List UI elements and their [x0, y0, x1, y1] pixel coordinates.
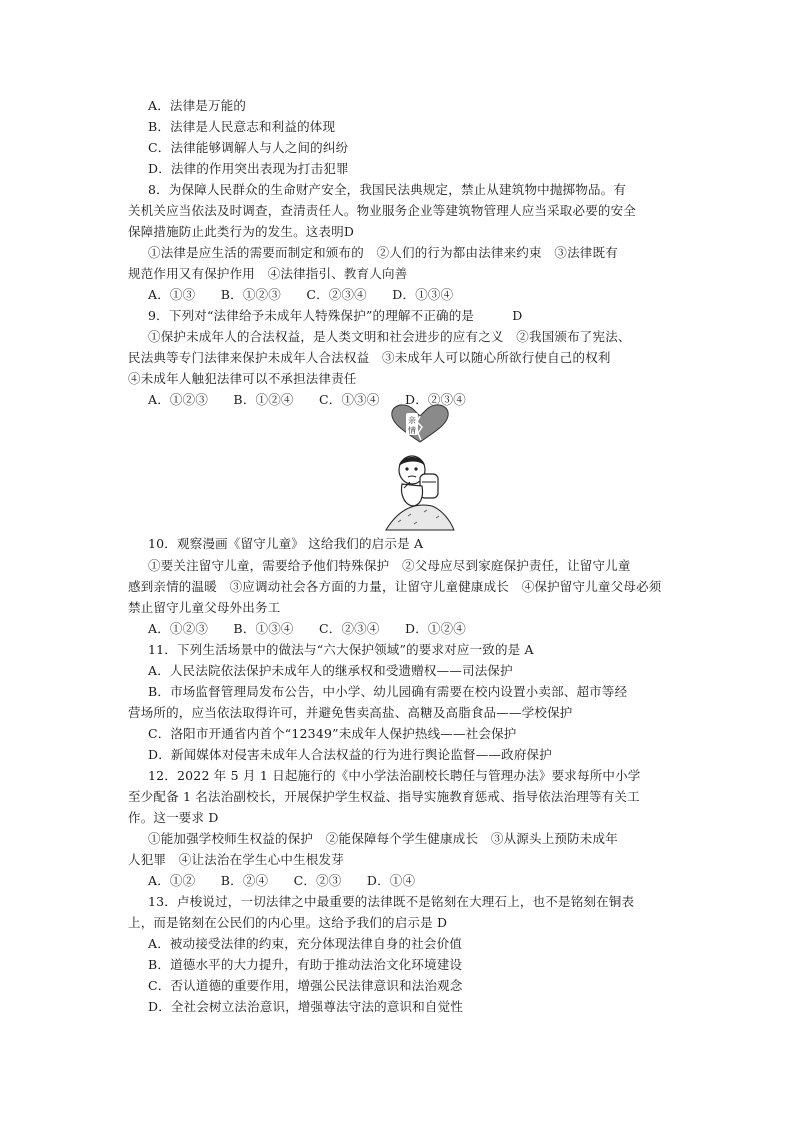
q10-statements-line-2: 感到亲情的温暖 ③应调动社会各方面的力量，让留守儿童健康成长 ④保护留守儿童父母必须	[128, 579, 662, 594]
q13-stem-line-2: 上，而是铭刻在公民们的内心里。这给予我们的启示是 D	[128, 915, 448, 930]
q9-statements-line-3: ④未成年人触犯法律可以不承担法律责任	[128, 371, 357, 386]
q11-option-b-line-1: B．市场监督管理局发布公告，中小学、幼儿园确有需要在校内设置小卖部、超市等经	[148, 684, 628, 699]
q10-stem: 10．观察漫画《留守儿童》 这给我们的启示是 A	[148, 536, 424, 551]
q11-option-d: D．新闻媒体对侵害未成年人合法权益的行为进行舆论监督——政府保护	[148, 747, 552, 762]
q9-stem: 9．下列对“法律给予未成年人特殊保护”的理解不正确的是 D	[148, 308, 523, 323]
q10-options: A．①②③ B．①③④ C．②③④ D．①②④	[148, 621, 466, 636]
q13-option-b: B．道德水平的大力提升，有助于推动法治文化环境建设	[148, 957, 463, 972]
q7-option-d: D．法律的作用突出表现为打击犯罪	[148, 161, 349, 176]
q7-option-a: A．法律是万能的	[148, 98, 247, 113]
q11-stem: 11．下列生活场景中的做法与“六大保护领域”的要求对应一致的是 A	[148, 642, 534, 657]
q13-option-a: A．被动接受法律的约束，充分体现法律自身的社会价值	[148, 936, 463, 951]
q8-stem-line-3: 保障措施防止此类行为的发生。这表明D	[128, 224, 355, 239]
heart-text-2: 情	[408, 426, 416, 435]
hill	[386, 505, 454, 530]
q8-stem-line-1: 8．为保障人民群众的生命财产安全，我国民法典规定，禁止从建筑物中抛掷物品。有	[148, 182, 627, 197]
q10-statements-line-1: ①要关注留守儿童，需要给予他们特殊保护 ②父母应尽到家庭保护责任，让留守儿童	[148, 558, 631, 573]
comic-illustration	[384, 402, 456, 532]
q12-statements-line-1: ①能加强学校师生权益的保护 ②能保障每个学生健康成长 ③从源头上预防未成年	[148, 831, 618, 846]
q8-options: A．①③ B．①②③ C．②③④ D．①③④	[148, 287, 454, 302]
q12-stem-line-2: 至少配备 1 名法治副校长，开展保护学生权益、指导实施教育惩戒、指导依法治理等有关工	[128, 789, 640, 804]
q7-option-b: B．法律是人民意志和利益的体现	[148, 119, 336, 134]
q8-stem-line-2: 关机关应当依法及时调查，查清责任人。物业服务企业等建筑物管理人应当采取必要的安全	[128, 203, 637, 218]
q12-statements-line-2: 人犯罪 ④让法治在学生心中生根发芽	[128, 852, 344, 867]
q12-stem-line-3: 作。这一要求 D	[128, 810, 219, 825]
q10-statements-line-3: 禁止留守儿童父母外出务工	[128, 600, 281, 615]
q13-option-d: D．全社会树立法治意识，增强尊法守法的意识和自觉性	[148, 999, 464, 1014]
q9-statements-line-2: 民法典等专门法律来保护未成年人合法权益 ③未成年人可以随心所欲行使自己的权利	[128, 350, 611, 365]
left-behind-child-comic	[384, 402, 456, 532]
q9-statements-line-1: ①保护未成年人的合法权益，是人类文明和社会进步的应有之义 ②我国颁布了宪法、	[148, 329, 631, 344]
q12-stem-line-1: 12．2022 年 5 月 1 日起施行的《中小学法治副校长聘任与管理办法》要求每所中小学	[148, 768, 641, 783]
q11-option-a: A．人民法院依法保护未成年人的继承权和受遗赠权——司法保护	[148, 663, 513, 678]
q12-options: A．①② B．②④ C．②③ D．①④	[148, 873, 416, 888]
q11-option-b-line-2: 营场所的，应当依法取得许可，并避免售卖高盐、高糖及高脂食品——学校保护	[128, 705, 573, 720]
q7-option-c: C．法律能够调解人与人之间的纠纷	[148, 140, 349, 155]
q8-statements-line-2: 规范作用又有保护作用 ④法律指引、教育人向善	[128, 266, 408, 281]
q8-statements-line-1: ①法律是应生活的需要而制定和颁布的 ②人们的行为都由法律来约束 ③法律既有	[148, 245, 618, 260]
q13-stem-line-1: 13．卢梭说过，一切法律之中最重要的法律既不是铭刻在大理石上，也不是铭刻在铜表	[148, 894, 635, 909]
q13-option-c: C．否认道德的重要作用，增强公民法律意识和法治观念	[148, 978, 463, 993]
heart-text-1: 亲	[408, 416, 416, 425]
q9-options: A．①②③ B．①②④ C．①③④ D．②③④	[148, 392, 466, 407]
q11-option-c: C．洛阳市开通省内首个“12349”未成年人保护热线——社会保护	[148, 726, 517, 741]
